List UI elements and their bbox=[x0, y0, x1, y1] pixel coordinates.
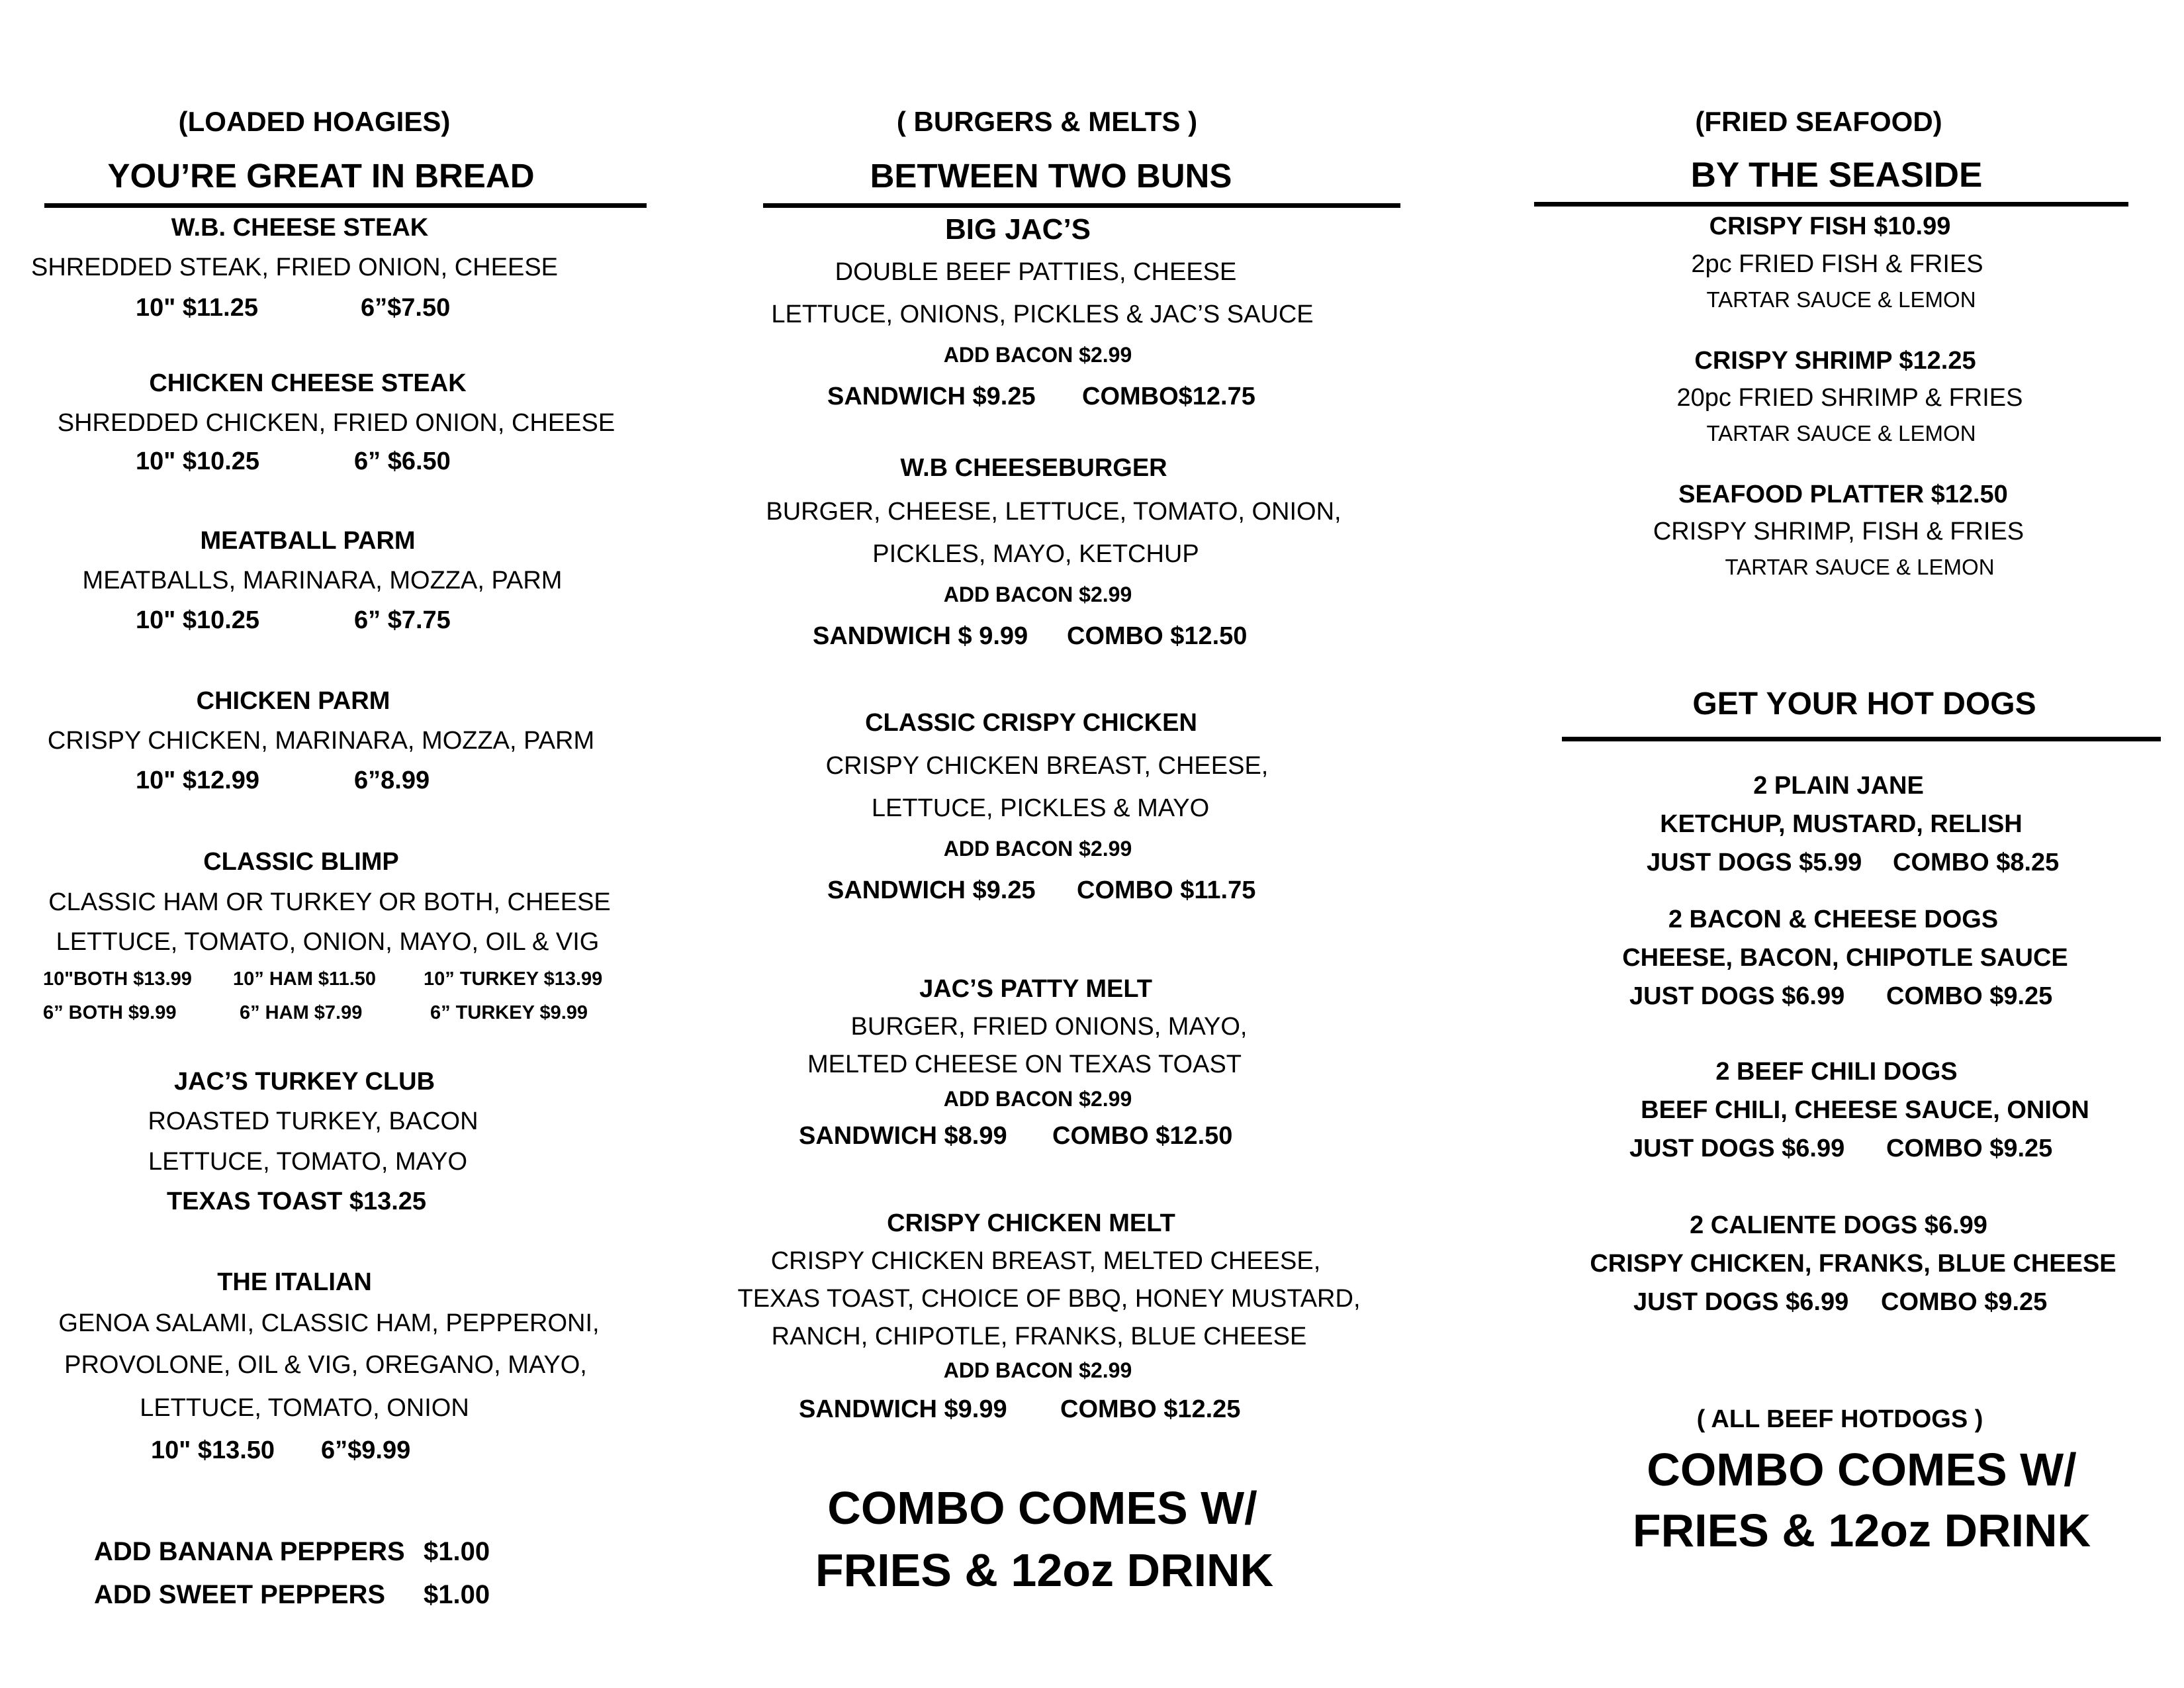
item-name: W.B CHEESEBURGER bbox=[900, 454, 1167, 482]
item-description-1: BURGER, CHEESE, LETTUCE, TOMATO, ONION, bbox=[766, 498, 1342, 526]
hotdogs-title: GET YOUR HOT DOGS bbox=[1692, 686, 2036, 722]
item-name: BIG JAC’S bbox=[944, 213, 1091, 246]
item-name: CRISPY FISH $10.99 bbox=[1709, 212, 1951, 240]
item-description: KETCHUP, MUSTARD, RELISH bbox=[1660, 810, 2023, 838]
item-description-1: CRISPY CHICKEN BREAST, MELTED CHEESE, bbox=[770, 1247, 1321, 1275]
seafood-title: BY THE SEASIDE bbox=[1690, 156, 1983, 195]
seafood-category: (FRIED SEAFOOD) bbox=[1695, 106, 1942, 137]
item-name: THE ITALIAN bbox=[217, 1268, 372, 1296]
item-description-1: ROASTED TURKEY, BACON bbox=[148, 1107, 478, 1135]
add-bacon: ADD BACON $2.99 bbox=[943, 343, 1132, 367]
addon-price: $1.00 bbox=[424, 1580, 490, 1609]
hoagies-title: YOU’RE GREAT IN BREAD bbox=[107, 157, 535, 195]
combo-note-line-1: COMBO COMES W/ bbox=[827, 1482, 1257, 1534]
item-name: JAC’S PATTY MELT bbox=[919, 975, 1152, 1003]
item-name: 2 CALIENTE DOGS $6.99 bbox=[1690, 1211, 1987, 1239]
item-name: CHICKEN PARM bbox=[196, 687, 390, 715]
item-name: CHICKEN CHEESE STEAK bbox=[149, 369, 467, 397]
item-description-2: PICKLES, MAYO, KETCHUP bbox=[872, 540, 1199, 568]
item-description: SHREDDED CHICKEN, FRIED ONION, CHEESE bbox=[57, 409, 615, 437]
sandwich-price: SANDWICH $9.99 bbox=[799, 1395, 1007, 1423]
hoagies-category: (LOADED HOAGIES) bbox=[178, 106, 451, 137]
hotdogs-title-rule bbox=[1562, 737, 2161, 741]
burgers-title-rule bbox=[763, 203, 1400, 208]
item-name: CRISPY SHRIMP $12.25 bbox=[1694, 347, 1976, 375]
price-6-inch: 6”$9.99 bbox=[321, 1436, 411, 1464]
item-name: SEAFOOD PLATTER $12.50 bbox=[1678, 481, 2008, 508]
price-6-inch: 6” $7.75 bbox=[354, 606, 451, 634]
item-name: JAC’S TURKEY CLUB bbox=[173, 1068, 435, 1096]
hoagies-title-rule bbox=[44, 203, 647, 208]
dogs-price: JUST DOGS $5.99 bbox=[1647, 849, 1862, 876]
item-sauce: TARTAR SAUCE & LEMON bbox=[1706, 287, 1976, 312]
addon-label: ADD BANANA PEPPERS bbox=[94, 1537, 405, 1566]
item-description-2: TEXAS TOAST, CHOICE OF BBQ, HONEY MUSTARD, bbox=[737, 1285, 1361, 1313]
add-bacon: ADD BACON $2.99 bbox=[943, 837, 1132, 861]
item-description-1: CRISPY CHICKEN BREAST, CHEESE, bbox=[825, 752, 1269, 780]
combo-note-line-2: FRIES & 12oz DRINK bbox=[1632, 1505, 2091, 1556]
sandwich-price: SANDWICH $9.25 bbox=[827, 876, 1036, 904]
item-description: 2pc FRIED FISH & FRIES bbox=[1691, 250, 1983, 278]
sandwich-price: SANDWICH $ 9.99 bbox=[813, 622, 1028, 650]
add-bacon: ADD BACON $2.99 bbox=[943, 1087, 1132, 1111]
item-description: CRISPY CHICKEN, MARINARA, MOZZA, PARM bbox=[47, 727, 595, 755]
item-description: CRISPY CHICKEN, FRANKS, BLUE CHEESE bbox=[1590, 1250, 2116, 1278]
combo-price: COMBO $8.25 bbox=[1893, 849, 2060, 876]
item-description: MEATBALLS, MARINARA, MOZZA, PARM bbox=[82, 567, 563, 594]
item-description-2: PROVOLONE, OIL & VIG, OREGANO, MAYO, bbox=[64, 1351, 587, 1379]
price-10-ham: 10” HAM $11.50 bbox=[233, 968, 377, 990]
item-name: 2 BEEF CHILI DOGS bbox=[1715, 1058, 1958, 1086]
item-description-3: RANCH, CHIPOTLE, FRANKS, BLUE CHEESE bbox=[771, 1323, 1307, 1350]
item-description-2: MELTED CHEESE ON TEXAS TOAST bbox=[807, 1051, 1242, 1078]
price-6-inch: 6”$7.50 bbox=[361, 294, 451, 322]
item-name: CLASSIC CRISPY CHICKEN bbox=[865, 709, 1197, 737]
item-description-1: BURGER, FRIED ONIONS, MAYO, bbox=[850, 1013, 1248, 1041]
item-name: MEATBALL PARM bbox=[200, 527, 416, 555]
sandwich-price: SANDWICH $9.25 bbox=[827, 383, 1036, 410]
dogs-price: JUST DOGS $6.99 bbox=[1629, 982, 1845, 1010]
price-10-inch: 10" $10.25 bbox=[136, 447, 260, 475]
price-10-inch: 10" $10.25 bbox=[136, 606, 260, 634]
item-description-2: LETTUCE, TOMATO, MAYO bbox=[148, 1148, 468, 1176]
seafood-title-rule bbox=[1534, 202, 2128, 207]
all-beef-note: ( ALL BEEF HOTDOGS ) bbox=[1696, 1405, 1983, 1433]
item-description: SHREDDED STEAK, FRIED ONION, CHEESE bbox=[30, 254, 559, 281]
item-name: CRISPY CHICKEN MELT bbox=[887, 1209, 1175, 1237]
price-10-inch: 10" $13.50 bbox=[151, 1436, 275, 1464]
price-6-ham: 6” HAM $7.99 bbox=[240, 1002, 363, 1023]
combo-price: COMBO $11.75 bbox=[1077, 876, 1256, 904]
item-description-1: CLASSIC HAM OR TURKEY OR BOTH, CHEESE bbox=[48, 888, 611, 916]
price-6-inch: 6”8.99 bbox=[354, 767, 430, 794]
combo-note-line-2: FRIES & 12oz DRINK bbox=[815, 1544, 1274, 1596]
burgers-category: ( BURGERS & MELTS ) bbox=[896, 106, 1198, 137]
combo-note-line-1: COMBO COMES W/ bbox=[1647, 1444, 2077, 1495]
combo-price: COMBO $12.25 bbox=[1060, 1395, 1241, 1423]
dogs-price: JUST DOGS $6.99 bbox=[1629, 1135, 1845, 1162]
combo-price: COMBO$12.75 bbox=[1082, 383, 1255, 410]
sandwich-price: SANDWICH $8.99 bbox=[799, 1122, 1007, 1150]
item-name: W.B. CHEESE STEAK bbox=[171, 214, 429, 242]
item-price: TEXAS TOAST $13.25 bbox=[166, 1188, 427, 1215]
item-description-1: DOUBLE BEEF PATTIES, CHEESE bbox=[835, 258, 1237, 286]
item-description-2: LETTUCE, TOMATO, ONION, MAYO, OIL & VIG bbox=[56, 928, 600, 956]
item-description-2: LETTUCE, ONIONS, PICKLES & JAC’S SAUCE bbox=[771, 301, 1314, 328]
item-description: BEEF CHILI, CHEESE SAUCE, ONION bbox=[1641, 1096, 2089, 1124]
item-sauce: TARTAR SAUCE & LEMON bbox=[1725, 555, 1995, 579]
addon-price: $1.00 bbox=[424, 1537, 490, 1566]
item-name: CLASSIC BLIMP bbox=[203, 848, 399, 876]
item-name: 2 PLAIN JANE bbox=[1753, 772, 1924, 800]
addon-label: ADD SWEET PEPPERS bbox=[94, 1580, 386, 1609]
combo-price: COMBO $12.50 bbox=[1052, 1122, 1233, 1150]
combo-price: COMBO $9.25 bbox=[1881, 1288, 2048, 1316]
combo-price: COMBO $9.25 bbox=[1886, 1135, 2053, 1162]
burgers-title: BETWEEN TWO BUNS bbox=[870, 157, 1232, 195]
combo-price: COMBO $9.25 bbox=[1886, 982, 2053, 1010]
price-10-turkey: 10” TURKEY $13.99 bbox=[424, 968, 603, 990]
add-bacon: ADD BACON $2.99 bbox=[943, 583, 1132, 606]
combo-price: COMBO $12.50 bbox=[1067, 622, 1248, 650]
item-description-1: GENOA SALAMI, CLASSIC HAM, PEPPERONI, bbox=[58, 1309, 600, 1337]
price-10-inch: 10" $11.25 bbox=[136, 294, 258, 322]
price-6-inch: 6” $6.50 bbox=[354, 447, 451, 475]
item-description-3: LETTUCE, TOMATO, ONION bbox=[140, 1394, 469, 1422]
item-sauce: TARTAR SAUCE & LEMON bbox=[1706, 421, 1976, 445]
price-6-turkey: 6” TURKEY $9.99 bbox=[430, 1002, 588, 1023]
item-name: 2 BACON & CHEESE DOGS bbox=[1668, 906, 1999, 933]
add-bacon: ADD BACON $2.99 bbox=[943, 1358, 1132, 1382]
item-description: 20pc FRIED SHRIMP & FRIES bbox=[1676, 384, 2023, 412]
price-10-inch: 10" $12.99 bbox=[136, 767, 260, 794]
price-10-both: 10"BOTH $13.99 bbox=[43, 968, 192, 990]
item-description: CHEESE, BACON, CHIPOTLE SAUCE bbox=[1622, 944, 2068, 972]
price-6-both: 6” BOTH $9.99 bbox=[43, 1002, 177, 1023]
dogs-price: JUST DOGS $6.99 bbox=[1633, 1288, 1849, 1316]
item-description: CRISPY SHRIMP, FISH & FRIES bbox=[1653, 518, 2025, 545]
item-description-2: LETTUCE, PICKLES & MAYO bbox=[871, 794, 1210, 822]
